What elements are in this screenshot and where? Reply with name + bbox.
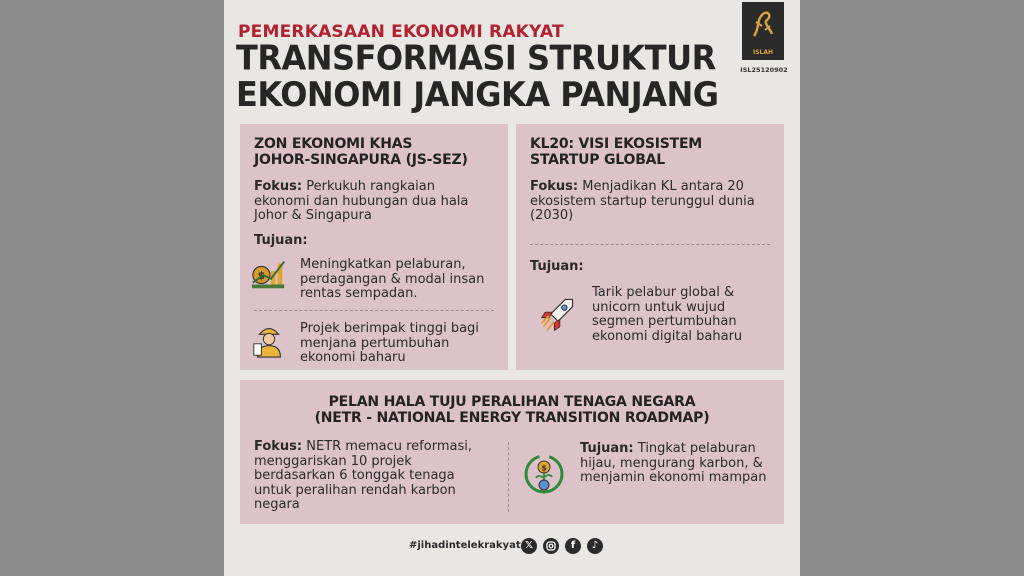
- kicker-heading: PEMERKASAAN EKONOMI RAKYAT: [238, 22, 564, 42]
- islah-logo: [742, 2, 784, 60]
- rocket-icon: [538, 294, 578, 334]
- tujuan-item-2: Projek berimpak tinggi bagi menjana pertumbuhan ekonomi baharu: [300, 321, 479, 365]
- tiktok-icon[interactable]: ♪: [587, 538, 603, 554]
- engineer-icon: [250, 320, 288, 360]
- instagram-icon[interactable]: [543, 538, 559, 554]
- infographic-poster: [224, 0, 800, 576]
- instagram-glyph-icon: [543, 538, 559, 554]
- card-kl20-fokus: [530, 180, 770, 224]
- tujuan-item-1: Meningkatkan pelaburan, perdagangan & modal insan rentas sempadan.: [300, 257, 485, 301]
- card-netr-fokus: [254, 440, 490, 513]
- fokus-text: Menjadikan KL antara 20 ekosistem startup terunggul dunia (2030): [530, 179, 755, 223]
- card-jssez-fokus: [254, 180, 494, 224]
- title-line-2: EKONOMI JANGKA PANJANG: [236, 74, 719, 115]
- logo-text: ISLAH: [752, 49, 774, 56]
- card-netr: [240, 380, 784, 524]
- title-line-1: TRANSFORMASI STRUKTUR: [236, 37, 716, 78]
- divider: [530, 244, 770, 245]
- vertical-divider: [508, 442, 509, 512]
- card-netr-title-line-2: (NETR - NATIONAL ENERGY TRANSITION ROADMAP): [314, 410, 710, 426]
- card-kl20-title-line-2: STARTUP GLOBAL: [530, 152, 666, 168]
- card-jssez: [240, 124, 508, 370]
- x-icon[interactable]: 𝕏: [521, 538, 537, 554]
- svg-text:$: $: [541, 463, 547, 473]
- divider: [254, 310, 494, 311]
- fokus-label: Fokus:: [254, 439, 303, 454]
- card-jssez-title-line-1: ZON EKONOMI KHAS: [254, 136, 413, 152]
- fokus-label: Fokus:: [254, 179, 303, 194]
- card-jssez-title-line-2: JOHOR-SINGAPURA (JS-SEZ): [254, 152, 468, 168]
- fokus-text: NETR memacu reformasi, menggariskan 10 projek berdasarkan 6 tonggak tenaga untuk peralihan rendah karbon negara: [254, 439, 472, 512]
- calligraphy-icon: [750, 8, 776, 40]
- money-growth-icon: [250, 256, 288, 294]
- tujuan-label: Tujuan:: [530, 259, 584, 274]
- card-kl20-title-line-1: KL20: VISI EKOSISTEM: [530, 136, 703, 152]
- green-investment-icon: [522, 452, 566, 496]
- tujuan-label: Tujuan:: [254, 233, 308, 248]
- hashtag: #jihadintelekrakyat: [409, 540, 521, 551]
- fokus-label: Fokus:: [530, 179, 579, 194]
- facebook-icon[interactable]: f: [565, 538, 581, 554]
- page-title: [236, 37, 719, 115]
- tujuan-text: Tarik pelabur global & unicorn untuk wujud segmen pertumbuhan ekonomi digital baharu: [592, 285, 743, 344]
- card-netr-tujuan: [580, 442, 776, 486]
- tujuan-text: Tingkat pelaburan hijau, mengurang karbon, & menjamin ekonomi mampan: [580, 441, 767, 485]
- svg-text:$: $: [257, 269, 266, 282]
- reference-code: ISL25120902: [740, 66, 788, 74]
- tujuan-label: Tujuan:: [580, 441, 634, 456]
- fokus-text: Perkukuh rangkaian ekonomi dan hubungan dua hala Johor & Singapura: [254, 179, 469, 223]
- card-netr-title-line-1: PELAN HALA TUJU PERALIHAN TENAGA NEGARA: [328, 394, 696, 410]
- card-kl20: [516, 124, 784, 370]
